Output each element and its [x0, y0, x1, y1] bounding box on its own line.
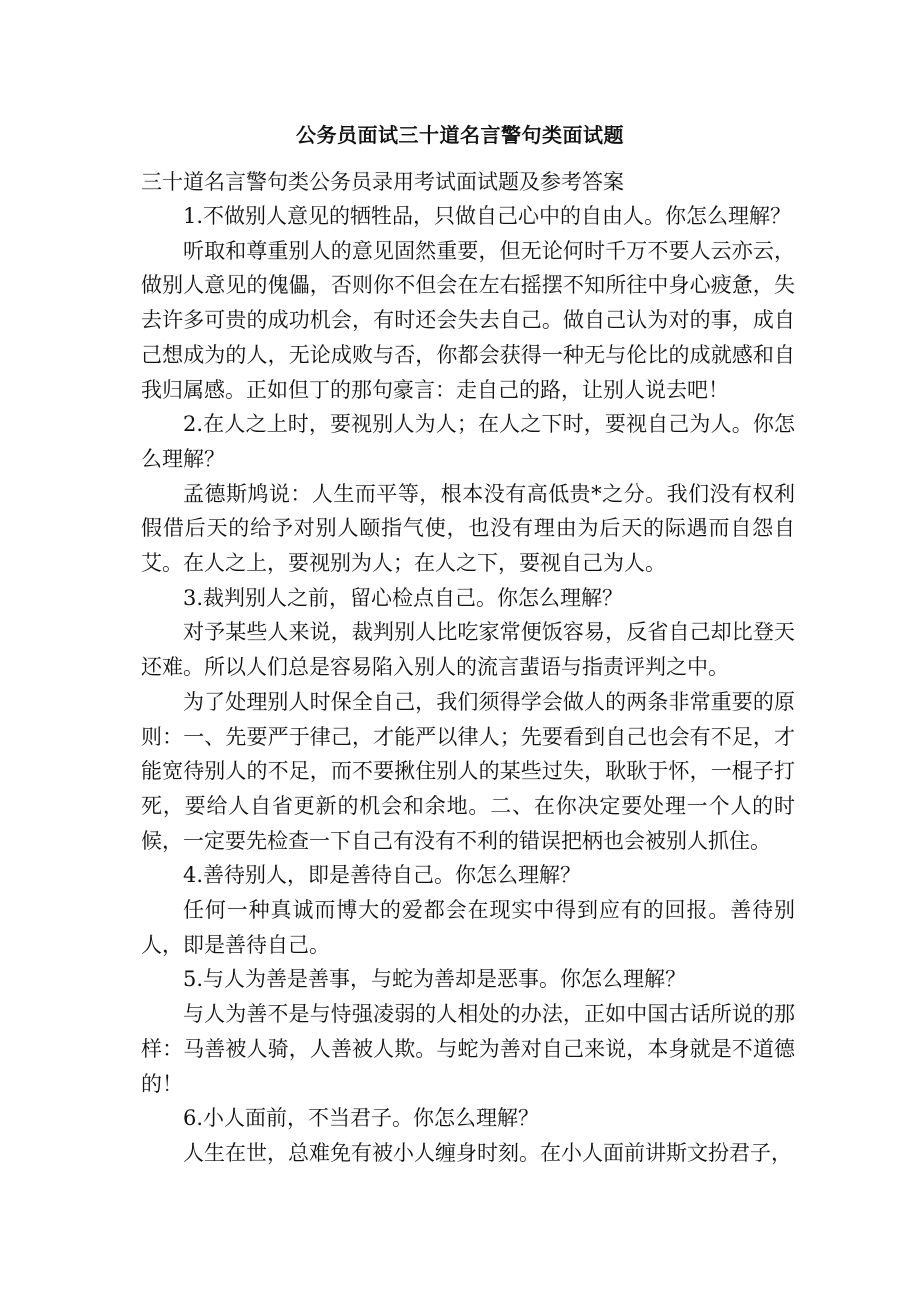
- question-5: 5.与人为善是善事，与蛇为善却是恶事。你怎么理解？: [183, 967, 687, 992]
- answer-6: 人生在世，总难免有被小人缠身时刻。在小人面前讲斯文扮君子，: [183, 1140, 792, 1165]
- question-6: 6.小人面前，不当君子。你怎么理解？: [183, 1106, 540, 1131]
- answer-2: 孟德斯鸠说：人生而平等，根本没有高低贵*之分。我们没有权利假借后天的给予对别人颐指气使，也没有理由为后天的际遇而自怨自艾。在人之上，要视别为人；在人之下，要视自己为人。: [141, 481, 795, 576]
- document-body: [141, 199, 795, 1171]
- answer-4: 任何一种真诚而博大的爱都会在现实中得到应有的回报。善待别人，即是善待自己。: [141, 898, 795, 957]
- document-subtitle: 三十道名言警句类公务员录用考试面试题及参考答案: [141, 170, 624, 194]
- answer-3-part-2: 为了处理别人时保全自己，我们须得学会做人的两条非常重要的原则：一、先要严于律己，才能严以律人；先要看到自己也会有不足，才能宽待别人的不足，而不要揪住别人的某些过失，耿耿于怀，一棍子打死，要给人自省更新的机会和余地。二、在你决定要处理一个人的时候，一定要先检查一下自己有没有不利的错误把柄也会被别人抓住。: [141, 689, 795, 853]
- question-3: 3.裁判别人之前，留心检点自己。你怎么理解？: [183, 585, 624, 610]
- answer-3-part-1: 对予某些人来说，裁判别人比吃家常便饭容易，反省自己却比登天还难。所以人们总是容易陷入别人的流言蜚语与指责评判之中。: [141, 620, 795, 680]
- question-4: 4.善待别人，即是善待自己。你怎么理解？: [183, 863, 582, 888]
- document-title: 公务员面试三十道名言警句类面试题: [296, 123, 624, 147]
- question-2: 2.在人之上时，要视别人为人；在人之下时，要视自己为人。你怎么理解？: [141, 412, 795, 471]
- answer-1: 听取和尊重别人的意见固然重要，但无论何时千万不要人云亦云，做别人意见的傀儡，否则你不但会在左右摇摆不知所往中身心疲惫，失去许多可贵的成功机会，有时还会失去自己。做自己认为对的事，成自己想成为的人，无论成败与否，你都会获得一种无与伦比的成就感和自我归属感。正如但丁的那句豪言：走自己的路，让别人说去吧！: [141, 238, 795, 402]
- answer-5: 与人为善不是与恃强凌弱的人相处的办法，正如中国古话所说的那样：马善被人骑，人善被人欺。与蛇为善对自己来说，本身就是不道德的！: [141, 1002, 795, 1096]
- question-1: 1.不做别人意见的牺牲品，只做自己心中的自由人。你怎么理解？: [183, 204, 792, 228]
